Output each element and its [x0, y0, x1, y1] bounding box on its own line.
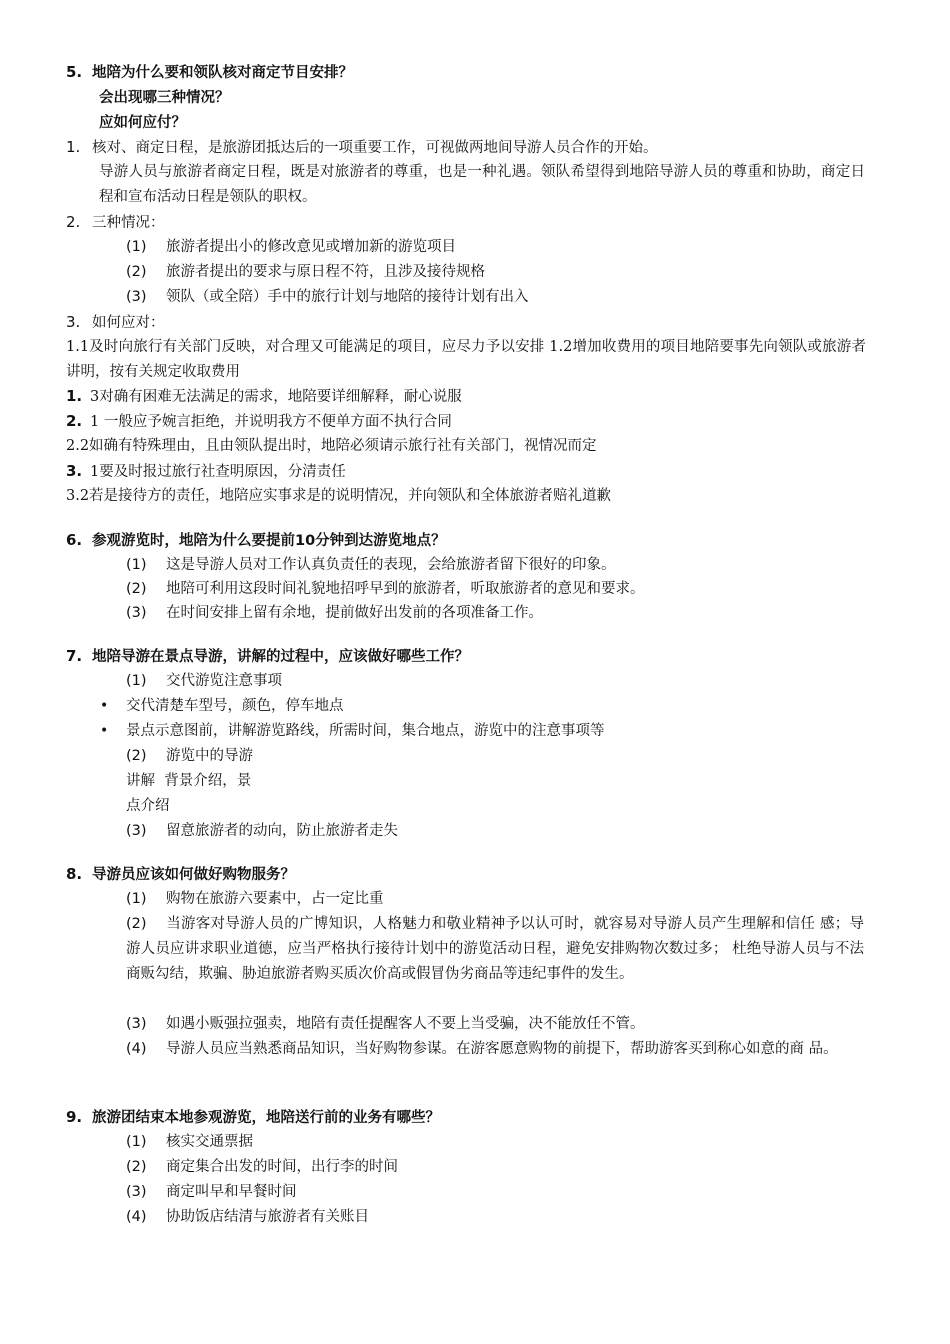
q5-answer-1-text: 核对、商定日程，是旅游团抵达后的一项重要工作，可视做两地间导游人员合作的开始。 — [92, 140, 658, 156]
q6-item-2-number: (2) — [126, 581, 147, 597]
q7-item-2-sub-1: 讲解 背景介绍，景 — [126, 773, 252, 789]
q5-response-3-1-text: 1要及时报过旅行社查明原因，分清责任 — [90, 464, 346, 480]
q8-title-text: 导游员应该如何做好购物服务？ — [92, 867, 295, 883]
q6-item-1-number: (1) — [126, 557, 147, 573]
q9-item-2-number: (2) — [126, 1159, 147, 1175]
q5-response-2-1 — [66, 409, 452, 435]
q7-item-3-text: 留意旅游者的动向，防止旅游者走失 — [166, 823, 398, 839]
q5-response-paragraph: 1.1及时向旅行有关部门反映，对合理又可能满足的项目，应尽力予以安排 1.2增加收费用的项目地陪要事先向领队或旅游者讲明，按有关规定收取费用 — [66, 339, 866, 380]
q5-answer-3-text: 如何应对： — [92, 315, 165, 331]
q6-item-2 — [126, 577, 645, 602]
q7-item-1-text: 交代游览注意事项 — [166, 673, 282, 689]
q7-item-3-number: (3) — [126, 823, 147, 839]
q8-item-1-number: (1) — [126, 891, 147, 907]
q9-title — [66, 1105, 440, 1131]
q9-item-4 — [126, 1205, 369, 1230]
q6-item-1-text: 这是导游人员对工作认真负责任的表现，会给旅游者留下很好的印象。 — [166, 557, 616, 573]
q6-title — [66, 528, 446, 554]
q7-item-1 — [126, 669, 282, 694]
q7-number: 7. — [66, 647, 83, 665]
q5-response-1-3-number: 1. — [66, 387, 83, 405]
q5-response-2-1-text: 1 一般应予婉言拒绝，并说明我方不便单方面不执行合同 — [90, 414, 452, 430]
q5-case-3 — [126, 285, 529, 310]
q7-bullet-1 — [100, 694, 344, 719]
q9-item-2-text: 商定集合出发的时间，出行李的时间 — [166, 1159, 398, 1175]
q9-item-1-text: 核实交通票据 — [166, 1134, 253, 1150]
q8-item-4 — [126, 1037, 864, 1062]
q6-item-3 — [126, 601, 543, 626]
q5-case-3-text: 领队（或全陪）手中的旅行计划与地陪的接待计划有出入 — [166, 289, 529, 305]
q8-item-3 — [126, 1012, 645, 1037]
q8-item-1 — [126, 887, 384, 912]
q5-title-line-2: 会出现哪三种情况？ — [99, 90, 230, 106]
q5-answer-3 — [66, 310, 165, 336]
q8-item-4-number: (4) — [126, 1041, 147, 1057]
q5-title-line-3: 应如何应付？ — [99, 115, 186, 131]
q7-bullet-2-text: 景点示意图前，讲解游览路线，所需时间，集合地点，游览中的注意事项等 — [126, 723, 605, 739]
q9-item-1 — [126, 1130, 253, 1155]
q5-answer-2-text: 三种情况： — [92, 215, 165, 231]
q5-case-2-text: 旅游者提出的要求与原日程不符，且涉及接待规格 — [166, 264, 485, 280]
q5-answer-2 — [66, 210, 165, 236]
q5-response-1-3 — [66, 384, 462, 410]
q5-case-2-number: (2) — [126, 264, 147, 280]
q5-answer-1-paragraph: 导游人员与旅游者商定日程，既是对旅游者的尊重，也是一种礼遇。领队希望得到地陪导游人员的尊重和协助，商定日程和宣布活动日程是领队的职权。 — [99, 164, 865, 205]
q8-item-3-number: (3) — [126, 1016, 147, 1032]
q7-title-text: 地陪导游在景点导游，讲解的过程中，应该做好哪些工作？ — [92, 649, 469, 665]
q6-item-1 — [126, 553, 616, 578]
q7-title — [66, 644, 469, 670]
q9-number: 9. — [66, 1108, 83, 1126]
q7-bullet-1-text: 交代清楚车型号，颜色，停车地点 — [126, 698, 344, 714]
q7-item-2-number: (2) — [126, 748, 147, 764]
q7-item-1-number: (1) — [126, 673, 147, 689]
q9-item-3-number: (3) — [126, 1184, 147, 1200]
q7-item-2-sub-2: 点介绍 — [126, 798, 170, 814]
q9-item-3-text: 商定叫早和早餐时间 — [166, 1184, 297, 1200]
q6-number: 6. — [66, 531, 83, 549]
q7-item-2 — [126, 744, 253, 769]
q5-response-3-1-number: 3. — [66, 462, 83, 480]
q8-item-2-number: (2) — [126, 916, 147, 932]
q5-response-3-1 — [66, 459, 346, 485]
q7-bullet-2 — [100, 719, 605, 744]
q9-item-3 — [126, 1180, 297, 1205]
q5-answer-1 — [66, 135, 658, 161]
q5-case-1-number: (1) — [126, 239, 147, 255]
q8-item-2-text: 当游客对导游人员的广博知识，人格魅力和敬业精神予以认可时，就容易对导游人员产生理解和信任 感；导游人员应讲求职业道德，应当严格执行接待计划中的游览活动日程，避免安排购物次数过多； 杜绝导游人员与不法商贩勾结，欺骗、胁迫旅游者购买质次价高或假冒伪劣商品等违纪事件的发生。 — [126, 916, 864, 982]
q6-item-3-number: (3) — [126, 605, 147, 621]
q5-case-3-number: (3) — [126, 289, 147, 305]
q5-answer-2-number: 2. — [66, 213, 81, 231]
bullet-icon: • — [100, 698, 109, 714]
q9-title-text: 旅游团结束本地参观游览，地陪送行前的业务有哪些？ — [92, 1110, 440, 1126]
q5-answer-1-number: 1. — [66, 138, 81, 156]
q9-item-1-number: (1) — [126, 1134, 147, 1150]
bullet-icon: • — [100, 723, 109, 739]
q5-case-1-text: 旅游者提出小的修改意见或增加新的游览项目 — [166, 239, 456, 255]
q9-item-4-text: 协助饭店结清与旅游者有关账目 — [166, 1209, 369, 1225]
q8-item-4-text: 导游人员应当熟悉商品知识，当好购物参谋。在游客愿意购物的前提下，帮助游客买到称心如意的商 品。 — [166, 1041, 838, 1057]
q6-item-2-text: 地陪可利用这段时间礼貌地招呼早到的旅游者，听取旅游者的意见和要求。 — [166, 581, 645, 597]
q5-number: 5. — [66, 63, 83, 81]
q5-answer-3-number: 3. — [66, 313, 81, 331]
q8-title — [66, 862, 295, 888]
q9-item-4-number: (4) — [126, 1209, 147, 1225]
q7-item-3 — [126, 819, 398, 844]
q5-response-2-1-number: 2. — [66, 412, 83, 430]
q5-title — [66, 60, 353, 86]
q5-response-2-2: 2.2如确有特殊理由，且由领队提出时，地陪必须请示旅行社有关部门，视情况而定 — [66, 438, 597, 454]
q5-case-2 — [126, 260, 485, 285]
q5-case-1 — [126, 235, 456, 260]
q5-response-3-2: 3.2若是接待方的责任，地陪应实事求是的说明情况，并向领队和全体旅游者赔礼道歉 — [66, 488, 612, 504]
q7-item-2-text: 游览中的导游 — [166, 748, 253, 764]
q8-item-2 — [126, 912, 864, 987]
q5-response-1-3-text: 3对确有困难无法满足的需求，地陪要详细解释，耐心说服 — [90, 389, 462, 405]
q8-number: 8. — [66, 865, 83, 883]
q6-item-3-text: 在时间安排上留有余地，提前做好出发前的各项准备工作。 — [166, 605, 543, 621]
q8-item-1-text: 购物在旅游六要素中，占一定比重 — [166, 891, 384, 907]
q5-title-line-1: 地陪为什么要和领队核对商定节目安排？ — [92, 65, 353, 81]
q6-title-text: 参观游览时，地陪为什么要提前10分钟到达游览地点？ — [92, 533, 446, 549]
q8-item-3-text: 如遇小贩强拉强卖，地陪有责任提醒客人不要上当受骗，决不能放任不管。 — [166, 1016, 645, 1032]
q9-item-2 — [126, 1155, 398, 1180]
